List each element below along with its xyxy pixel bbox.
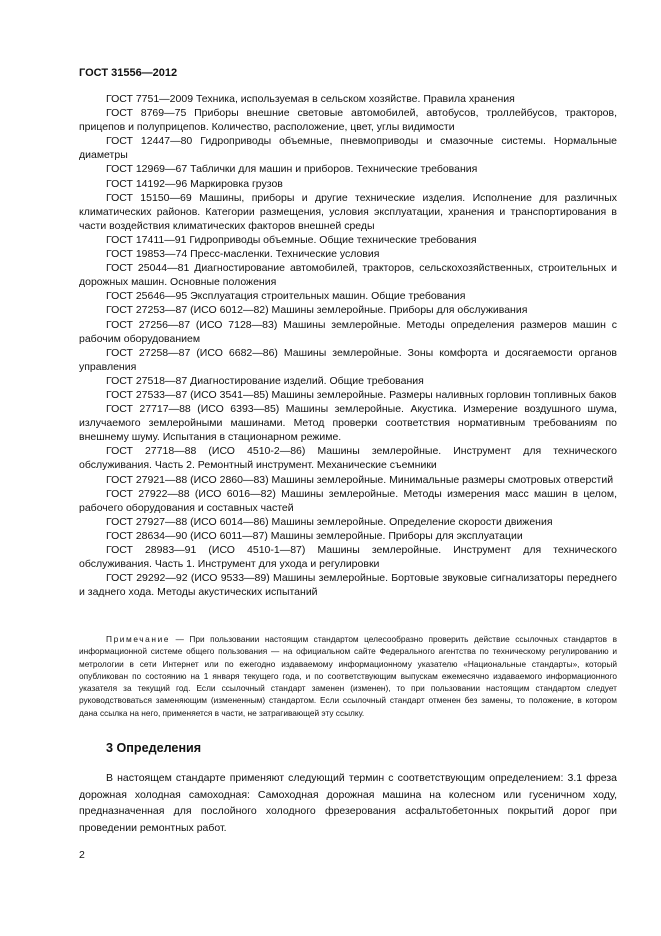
note-text: — При пользовании настоящим стандартом целесообразно проверить действие ссылочных стандартов в информационной системе общего пользования — на официальном сайте Федерального агентства по техническому регулированию и метрологии в сети Интернет или по ежегодно издаваемому информационному указателю «Национальные стандарты», который опубликован по состоянию на 1 января текущего года, и по соответствующим выпускам ежемесячно издаваемого информационного указателя за текущий год. Если ссылочный стандарт заменен (изменен), то при пользовании настоящим стандартом следует руководствоваться заменяющим (измененным) стандартом. Если ссылочный стандарт отменен без замены, то положение, в котором дана ссылка на него, применяется в части, не затрагивающей эту ссылку. (79, 634, 617, 718)
note-label: Примечание (106, 634, 171, 644)
definition-paragraph: В настоящем стандарте применяют следующий термин с соответствующим определением: 3.1 фреза дорожная холодная самоходная: Самоходная дорожная машина на колесном или гусеничном ходу, предназначенная для послойного холодного фрезерования асфальтобетонных покрытий дорог при проведении ремонтных работ. (79, 772, 617, 834)
reference-item: ГОСТ 27256—87 (ИСО 7128—83) Машины землеройные. Методы определения размеров машин с рабочим оборудованием (79, 318, 617, 345)
reference-item: ГОСТ 12969—67 Таблички для машин и приборов. Технические требования (106, 163, 478, 176)
reference-item: ГОСТ 25646—95 Эксплуатация строительных машин. Общие требования (106, 290, 466, 303)
reference-item: ГОСТ 27717—88 (ИСО 6393—85) Машины землеройные. Акустика. Измерение воздушного шума, излучаемого землеройными машинами. Метод проверки соответствия нормативным требованиям по внешнему шуму. Испытания в стационарном режиме. (79, 403, 617, 444)
reference-item: ГОСТ 27922—88 (ИСО 6016—82) Машины землеройные. Методы измерения масс машин в целом, рабочего оборудования и составных частей (79, 487, 617, 514)
reference-item: ГОСТ 25044—81 Диагностирование автомобилей, тракторов, сельскохозяйственных, строительных и дорожных машин. Основные положения (79, 262, 617, 289)
reference-item: ГОСТ 28634—90 (ИСО 6011—87) Машины землеройные. Приборы для эксплуатации (106, 529, 523, 542)
reference-item: ГОСТ 27253—87 (ИСО 6012—82) Машины землеройные. Приборы для обслуживания (106, 304, 528, 317)
reference-item: ГОСТ 17411—91 Гидроприводы объемные. Общие технические требования (106, 233, 477, 246)
reference-item: ГОСТ 29292—92 (ИСО 9533—89) Машины землеройные. Бортовые звуковые сигнализаторы переднего и заднего хода. Методы акустических испытаний (79, 572, 617, 599)
reference-item: ГОСТ 27258—87 (ИСО 6682—86) Машины землеройные. Зоны комфорта и досягаемости органов управления (79, 346, 617, 373)
section-body (79, 770, 617, 836)
standard-header: ГОСТ 31556—2012 (79, 67, 178, 79)
normative-references-list (79, 92, 617, 599)
reference-item: ГОСТ 27718—88 (ИСО 4510-2—86) Машины землеройные. Инструмент для технического обслуживания. Часть 2. Ремонтный инструмент. Механические съемники (79, 445, 617, 472)
reference-item: ГОСТ 7751—2009 Техника, используемая в сельском хозяйстве. Правила хранения (106, 93, 515, 105)
section-heading: 3 Определения (106, 741, 202, 755)
reference-item: ГОСТ 27518—87 Диагностирование изделий. Общие требования (106, 374, 424, 387)
page-number: 2 (79, 849, 85, 861)
note-paragraph (79, 633, 617, 719)
reference-item: ГОСТ 28983—91 (ИСО 4510-1—87) Машины землеройные. Инструмент для технического обслуживания. Часть 1. Инструмент для ухода и регулировки (79, 544, 617, 571)
note-block (79, 633, 617, 719)
reference-item: ГОСТ 27927—88 (ИСО 6014—86) Машины землеройные. Определение скорости движения (106, 515, 553, 528)
reference-item: ГОСТ 19853—74 Пресс-масленки. Технические условия (106, 248, 380, 261)
reference-item: ГОСТ 12447—80 Гидроприводы объемные, пневмоприводы и смазочные системы. Нормальные диаметры (79, 135, 617, 162)
reference-item: ГОСТ 14192—96 Маркировка грузов (106, 177, 283, 190)
reference-item: ГОСТ 27921—88 (ИСО 2860—83) Машины землеройные. Минимальные размеры смотровых отверстий (106, 473, 614, 486)
reference-item: ГОСТ 8769—75 Приборы внешние световые автомобилей, автобусов, троллейбусов, тракторов, прицепов и полуприцепов. Количество, расположение, цвет, углы видимости (79, 107, 617, 134)
reference-item: ГОСТ 27533—87 (ИСО 3541—85) Машины землеройные. Размеры наливных горловин топливных баков (106, 388, 617, 401)
reference-item: ГОСТ 15150—69 Машины, приборы и другие технические изделия. Исполнение для различных климатических районов. Категории размещения, условия эксплуатации, хранения и транспортирования в части воздействия климатических факторов внешней среды (79, 191, 617, 232)
